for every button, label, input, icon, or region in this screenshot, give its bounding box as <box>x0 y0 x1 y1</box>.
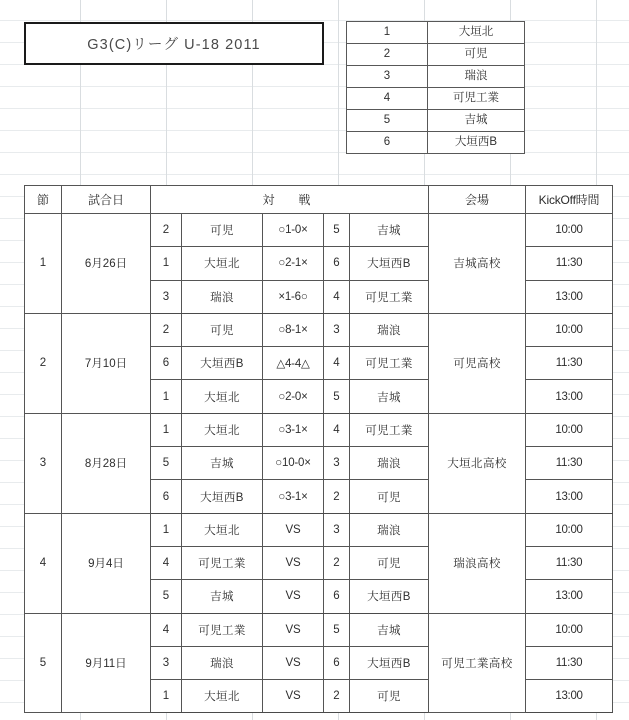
away-team-number: 3 <box>324 513 350 546</box>
header-venue: 会場 <box>429 186 526 214</box>
away-team-name: 可児 <box>350 546 429 579</box>
away-team-name: 吉城 <box>350 613 429 646</box>
header-match: 対 戦 <box>151 186 429 214</box>
title-box <box>24 22 324 65</box>
schedule-row <box>25 413 613 446</box>
match-score: ○1-0× <box>263 214 324 247</box>
team-list-table <box>346 21 525 154</box>
away-team-number: 5 <box>324 613 350 646</box>
section-number: 3 <box>25 413 62 513</box>
home-team-number: 4 <box>151 546 182 579</box>
away-team-number: 3 <box>324 447 350 480</box>
home-team-name: 大垣西B <box>182 480 263 513</box>
team-list-row <box>347 110 525 132</box>
kickoff-time: 13:00 <box>526 280 613 313</box>
home-team-number: 2 <box>151 313 182 346</box>
home-team-name: 瑞浪 <box>182 646 263 679</box>
away-team-number: 2 <box>324 680 350 713</box>
match-date: 9月11日 <box>62 613 151 713</box>
venue-name: 可児工業高校 <box>429 613 526 713</box>
kickoff-time: 13:00 <box>526 580 613 613</box>
away-team-name: 大垣西B <box>350 580 429 613</box>
away-team-name: 吉城 <box>350 214 429 247</box>
team-list-row <box>347 132 525 154</box>
home-team-number: 1 <box>151 380 182 413</box>
header-section: 節 <box>25 186 62 214</box>
home-team-number: 4 <box>151 613 182 646</box>
away-team-number: 6 <box>324 580 350 613</box>
away-team-number: 2 <box>324 480 350 513</box>
match-score: ○8-1× <box>263 313 324 346</box>
team-list-row <box>347 66 525 88</box>
team-number: 1 <box>347 22 428 44</box>
team-name: 大垣西B <box>428 132 525 154</box>
match-score: VS <box>263 646 324 679</box>
match-score: ○10-0× <box>263 447 324 480</box>
match-date: 8月28日 <box>62 413 151 513</box>
venue-name: 大垣北高校 <box>429 413 526 513</box>
team-name: 瑞浪 <box>428 66 525 88</box>
kickoff-time: 11:30 <box>526 347 613 380</box>
home-team-number: 3 <box>151 280 182 313</box>
venue-name: 可児高校 <box>429 313 526 413</box>
away-team-name: 可児 <box>350 480 429 513</box>
home-team-name: 瑞浪 <box>182 280 263 313</box>
team-name: 可児工業 <box>428 88 525 110</box>
away-team-name: 吉城 <box>350 380 429 413</box>
home-team-name: 可児工業 <box>182 546 263 579</box>
match-score: ○2-0× <box>263 380 324 413</box>
kickoff-time: 13:00 <box>526 680 613 713</box>
schedule-row <box>25 214 613 247</box>
team-number: 5 <box>347 110 428 132</box>
match-score: ○3-1× <box>263 480 324 513</box>
kickoff-time: 10:00 <box>526 313 613 346</box>
match-date: 7月10日 <box>62 313 151 413</box>
home-team-name: 吉城 <box>182 447 263 480</box>
home-team-number: 1 <box>151 680 182 713</box>
schedule-table <box>24 185 613 713</box>
match-score: VS <box>263 613 324 646</box>
away-team-name: 瑞浪 <box>350 313 429 346</box>
home-team-number: 1 <box>151 413 182 446</box>
away-team-number: 2 <box>324 546 350 579</box>
team-name: 大垣北 <box>428 22 525 44</box>
header-kickoff: KickOff時間 <box>526 186 613 214</box>
team-list-row <box>347 88 525 110</box>
match-date: 6月26日 <box>62 214 151 314</box>
match-score: ○3-1× <box>263 413 324 446</box>
kickoff-time: 11:30 <box>526 447 613 480</box>
away-team-name: 可児工業 <box>350 413 429 446</box>
team-number: 2 <box>347 44 428 66</box>
away-team-name: 瑞浪 <box>350 513 429 546</box>
away-team-name: 大垣西B <box>350 646 429 679</box>
match-score: VS <box>263 680 324 713</box>
kickoff-time: 11:30 <box>526 646 613 679</box>
team-list-body <box>347 22 525 154</box>
schedule-row <box>25 513 613 546</box>
away-team-name: 大垣西B <box>350 247 429 280</box>
kickoff-time: 10:00 <box>526 513 613 546</box>
away-team-name: 瑞浪 <box>350 447 429 480</box>
home-team-name: 大垣西B <box>182 347 263 380</box>
home-team-name: 大垣北 <box>182 513 263 546</box>
match-score: △4-4△ <box>263 347 324 380</box>
match-score: VS <box>263 546 324 579</box>
section-number: 4 <box>25 513 62 613</box>
away-team-number: 5 <box>324 380 350 413</box>
kickoff-time: 10:00 <box>526 413 613 446</box>
home-team-number: 1 <box>151 247 182 280</box>
team-name: 吉城 <box>428 110 525 132</box>
venue-name: 瑞浪高校 <box>429 513 526 613</box>
kickoff-time: 10:00 <box>526 214 613 247</box>
away-team-number: 4 <box>324 347 350 380</box>
match-score: VS <box>263 580 324 613</box>
team-number: 3 <box>347 66 428 88</box>
team-list-row <box>347 22 525 44</box>
schedule-table-body <box>25 214 613 713</box>
venue-name: 吉城高校 <box>429 214 526 314</box>
away-team-number: 4 <box>324 280 350 313</box>
kickoff-time: 11:30 <box>526 546 613 579</box>
schedule-row <box>25 313 613 346</box>
away-team-number: 6 <box>324 646 350 679</box>
away-team-name: 可児工業 <box>350 347 429 380</box>
kickoff-time: 10:00 <box>526 613 613 646</box>
section-number: 5 <box>25 613 62 713</box>
section-number: 1 <box>25 214 62 314</box>
home-team-name: 大垣北 <box>182 380 263 413</box>
section-number: 2 <box>25 313 62 413</box>
home-team-number: 1 <box>151 513 182 546</box>
home-team-number: 5 <box>151 447 182 480</box>
away-team-number: 5 <box>324 214 350 247</box>
schedule-table-head <box>25 186 613 214</box>
home-team-name: 大垣北 <box>182 247 263 280</box>
schedule-header-row <box>25 186 613 214</box>
home-team-name: 大垣北 <box>182 680 263 713</box>
home-team-name: 大垣北 <box>182 413 263 446</box>
match-score: VS <box>263 513 324 546</box>
home-team-name: 可児工業 <box>182 613 263 646</box>
page-title: G3(C)リーグ U-18 2011 <box>87 37 261 53</box>
team-name: 可児 <box>428 44 525 66</box>
team-list-row <box>347 44 525 66</box>
header-date: 試合日 <box>62 186 151 214</box>
match-score: ×1-6○ <box>263 280 324 313</box>
away-team-number: 3 <box>324 313 350 346</box>
away-team-name: 可児工業 <box>350 280 429 313</box>
match-date: 9月4日 <box>62 513 151 613</box>
schedule-row <box>25 613 613 646</box>
away-team-number: 6 <box>324 247 350 280</box>
away-team-name: 可児 <box>350 680 429 713</box>
home-team-number: 5 <box>151 580 182 613</box>
home-team-number: 6 <box>151 480 182 513</box>
team-number: 4 <box>347 88 428 110</box>
away-team-number: 4 <box>324 413 350 446</box>
kickoff-time: 11:30 <box>526 247 613 280</box>
kickoff-time: 13:00 <box>526 480 613 513</box>
home-team-name: 吉城 <box>182 580 263 613</box>
match-score: ○2-1× <box>263 247 324 280</box>
kickoff-time: 13:00 <box>526 380 613 413</box>
team-number: 6 <box>347 132 428 154</box>
home-team-number: 3 <box>151 646 182 679</box>
home-team-number: 2 <box>151 214 182 247</box>
home-team-name: 可児 <box>182 313 263 346</box>
home-team-number: 6 <box>151 347 182 380</box>
home-team-name: 可児 <box>182 214 263 247</box>
